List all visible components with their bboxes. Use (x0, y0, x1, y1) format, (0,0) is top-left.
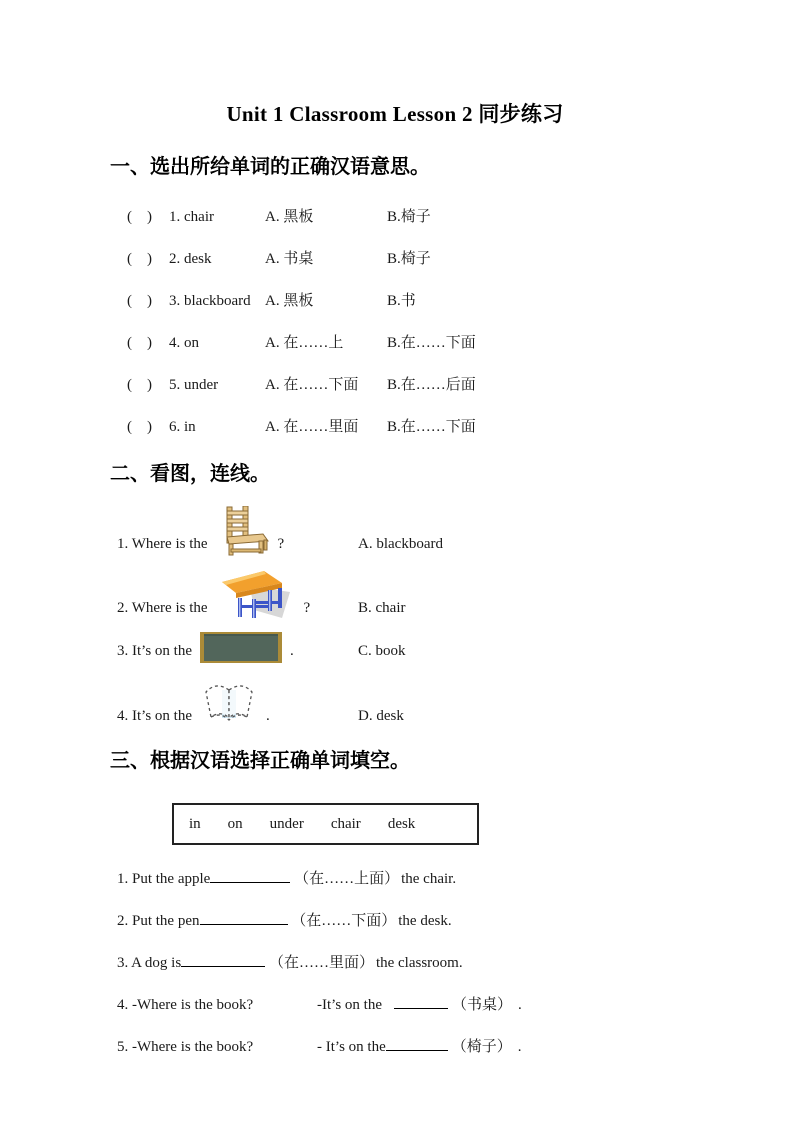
section3-list (110, 867, 680, 1053)
answer-slot: ( ) (127, 335, 152, 351)
option-b: B.在……后面 (387, 377, 476, 393)
option-a: A. 黑板 (265, 209, 314, 225)
word-label: 2. desk (169, 251, 212, 267)
word-bank-box (172, 803, 479, 845)
answer-slot: ( ) (127, 209, 152, 225)
answer-lead: - It’s on the (317, 1039, 386, 1055)
chinese-hint: （在……里面） (268, 955, 374, 971)
word-bank-word: in (189, 815, 201, 832)
fill-blank (394, 995, 448, 1009)
answer-slot: ( ) (127, 293, 152, 309)
option-b: B.在……下面 (387, 335, 476, 351)
sentence-end: . (517, 1039, 522, 1055)
sentence-end: the desk. (398, 913, 452, 929)
statement-text: 3. It’s on the (117, 643, 192, 659)
sentence-start: 3. A dog is (117, 955, 182, 971)
match-option-c: C. book (358, 643, 406, 659)
word-bank-word: chair (330, 815, 361, 832)
chinese-hint: （在……下面） (291, 913, 397, 929)
desk-image (216, 568, 296, 620)
word-bank-word: on (227, 815, 243, 832)
sentence-start: 2. Put the pen (117, 913, 200, 929)
answer-slot: ( ) (127, 377, 152, 393)
section1-heading: 一、选出所给单词的正确汉语意思。 (110, 156, 430, 178)
option-a: A. 书桌 (265, 251, 314, 267)
word-bank-word: under (269, 815, 304, 832)
option-a: A. 在……里面 (265, 419, 359, 435)
word-label: 6. in (169, 419, 196, 435)
sentence-end: the classroom. (375, 955, 463, 971)
question-text: 5. -Where is the book? (117, 1039, 254, 1055)
answer-slot: ( ) (127, 419, 152, 435)
period: . (266, 708, 270, 724)
word-bank-word: desk (387, 815, 416, 832)
word-label: 3. blackboard (169, 293, 251, 309)
fill-row-4 (117, 993, 680, 1011)
option-a: A. 在……下面 (265, 377, 359, 393)
section2-heading: 二、看图，连线。 (110, 463, 270, 485)
book-image (200, 680, 258, 728)
option-b: B.椅子 (387, 209, 431, 225)
answer-lead: -It’s on the (317, 997, 382, 1013)
option-b: B.书 (387, 293, 416, 309)
choice-row-4 (127, 331, 680, 351)
question-text: 4. -Where is the book? (117, 997, 254, 1013)
question-mark: ? (303, 600, 311, 616)
match-option-a: A. blackboard (358, 536, 443, 552)
question-mark: ? (277, 536, 285, 552)
worksheet-content (110, 0, 680, 1053)
word-label: 4. on (169, 335, 199, 351)
option-b: B.在……下面 (387, 419, 476, 435)
match-row-1 (117, 506, 680, 556)
question-text: 1. Where is the (117, 536, 208, 552)
chinese-hint: （书桌） (452, 997, 513, 1013)
section2-list (110, 506, 680, 728)
fill-row-1 (117, 867, 680, 885)
chair-image (216, 506, 270, 556)
sentence-start: 1. Put the apple (117, 871, 211, 887)
fill-blank (386, 1037, 448, 1051)
option-b: B.椅子 (387, 251, 431, 267)
statement-text: 4. It’s on the (117, 708, 192, 724)
period: . (290, 643, 294, 659)
fill-blank (210, 869, 290, 883)
chinese-hint: （在……上面） (294, 871, 400, 887)
section1-list (110, 205, 680, 435)
match-row-3 (117, 630, 680, 663)
choice-row-6 (127, 415, 680, 435)
blackboard-image (200, 632, 282, 663)
fill-blank (181, 953, 265, 967)
page-title: Unit 1 Classroom Lesson 2 同步练习 (226, 102, 564, 126)
choice-row-5 (127, 373, 680, 393)
choice-row-2 (127, 247, 680, 267)
option-a: A. 在……上 (265, 335, 344, 351)
match-row-2 (117, 568, 680, 620)
fill-row-3 (117, 951, 680, 969)
option-a: A. 黑板 (265, 293, 314, 309)
answer-slot: ( ) (127, 251, 152, 267)
match-option-b: B. chair (358, 600, 406, 616)
choice-row-3 (127, 289, 680, 309)
match-row-4 (117, 680, 680, 728)
question-text: 2. Where is the (117, 600, 208, 616)
sentence-end: the chair. (401, 871, 457, 887)
fill-row-2 (117, 909, 680, 927)
word-label: 5. under (169, 377, 219, 393)
fill-blank (200, 911, 288, 925)
chinese-hint: （椅子） (451, 1039, 512, 1055)
fill-row-5 (117, 1035, 680, 1053)
section3-heading: 三、根据汉语选择正确单词填空。 (110, 750, 410, 772)
word-label: 1. chair (169, 209, 214, 225)
match-option-d: D. desk (358, 708, 404, 724)
sentence-end: . (518, 997, 522, 1013)
choice-row-1 (127, 205, 680, 225)
